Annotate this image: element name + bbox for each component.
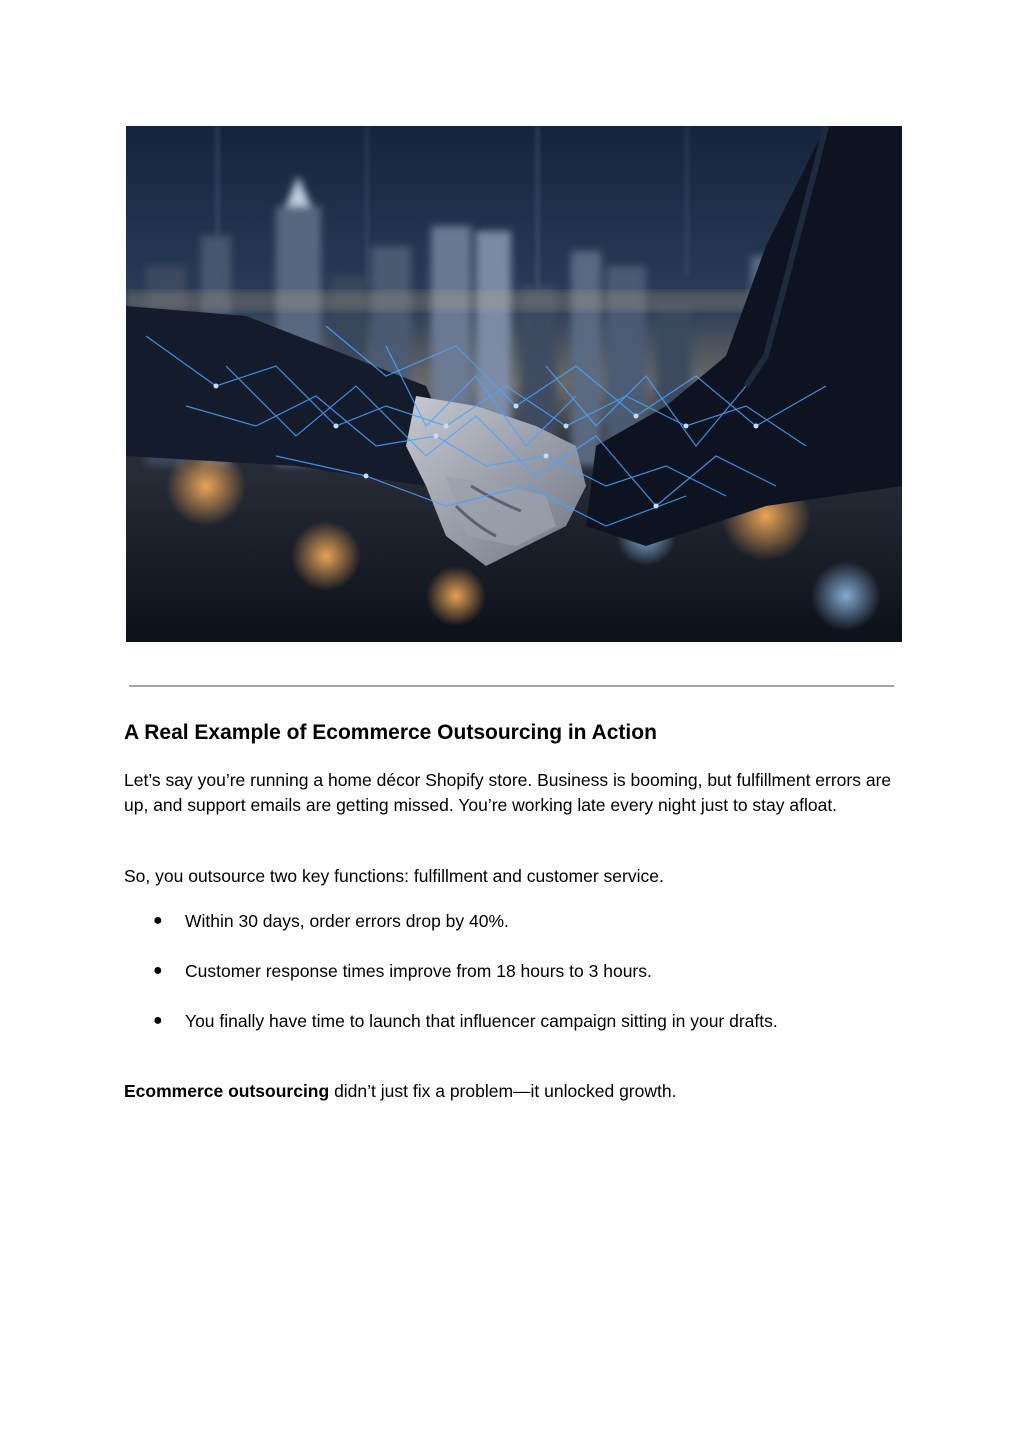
list-item-text: Within 30 days, order errors drop by 40%. [185,911,509,931]
bullet-icon: ● [153,912,163,929]
closing-text: didn’t just fix a problem—it unlocked growth. [329,1081,677,1101]
list-item [124,908,904,958]
list-item [124,958,904,1008]
bullet-icon: ● [153,1012,163,1029]
section-heading: A Real Example of Ecommerce Outsourcing in Action [124,721,657,744]
bullet-icon: ● [153,962,163,979]
list-item-text: You finally have time to launch that influencer campaign sitting in your drafts. [185,1011,778,1031]
horizontal-divider [129,685,894,687]
list-item-text: Customer response times improve from 18 hours to 3 hours. [185,961,652,981]
closing-bold-text: Ecommerce outsourcing [124,1081,330,1101]
results-list [124,908,904,1058]
handshake-city-image [126,126,902,642]
intro-paragraph: Let’s say you’re running a home décor Shopify store. Business is booming, but fulfillment errors are up, and support emails are getting missed. You’re working late every night just to stay afloat. [124,770,892,815]
list-item [124,1008,904,1058]
closing-paragraph [124,1079,904,1104]
lead-paragraph: So, you outsource two key functions: fulfillment and customer service. [124,866,664,886]
